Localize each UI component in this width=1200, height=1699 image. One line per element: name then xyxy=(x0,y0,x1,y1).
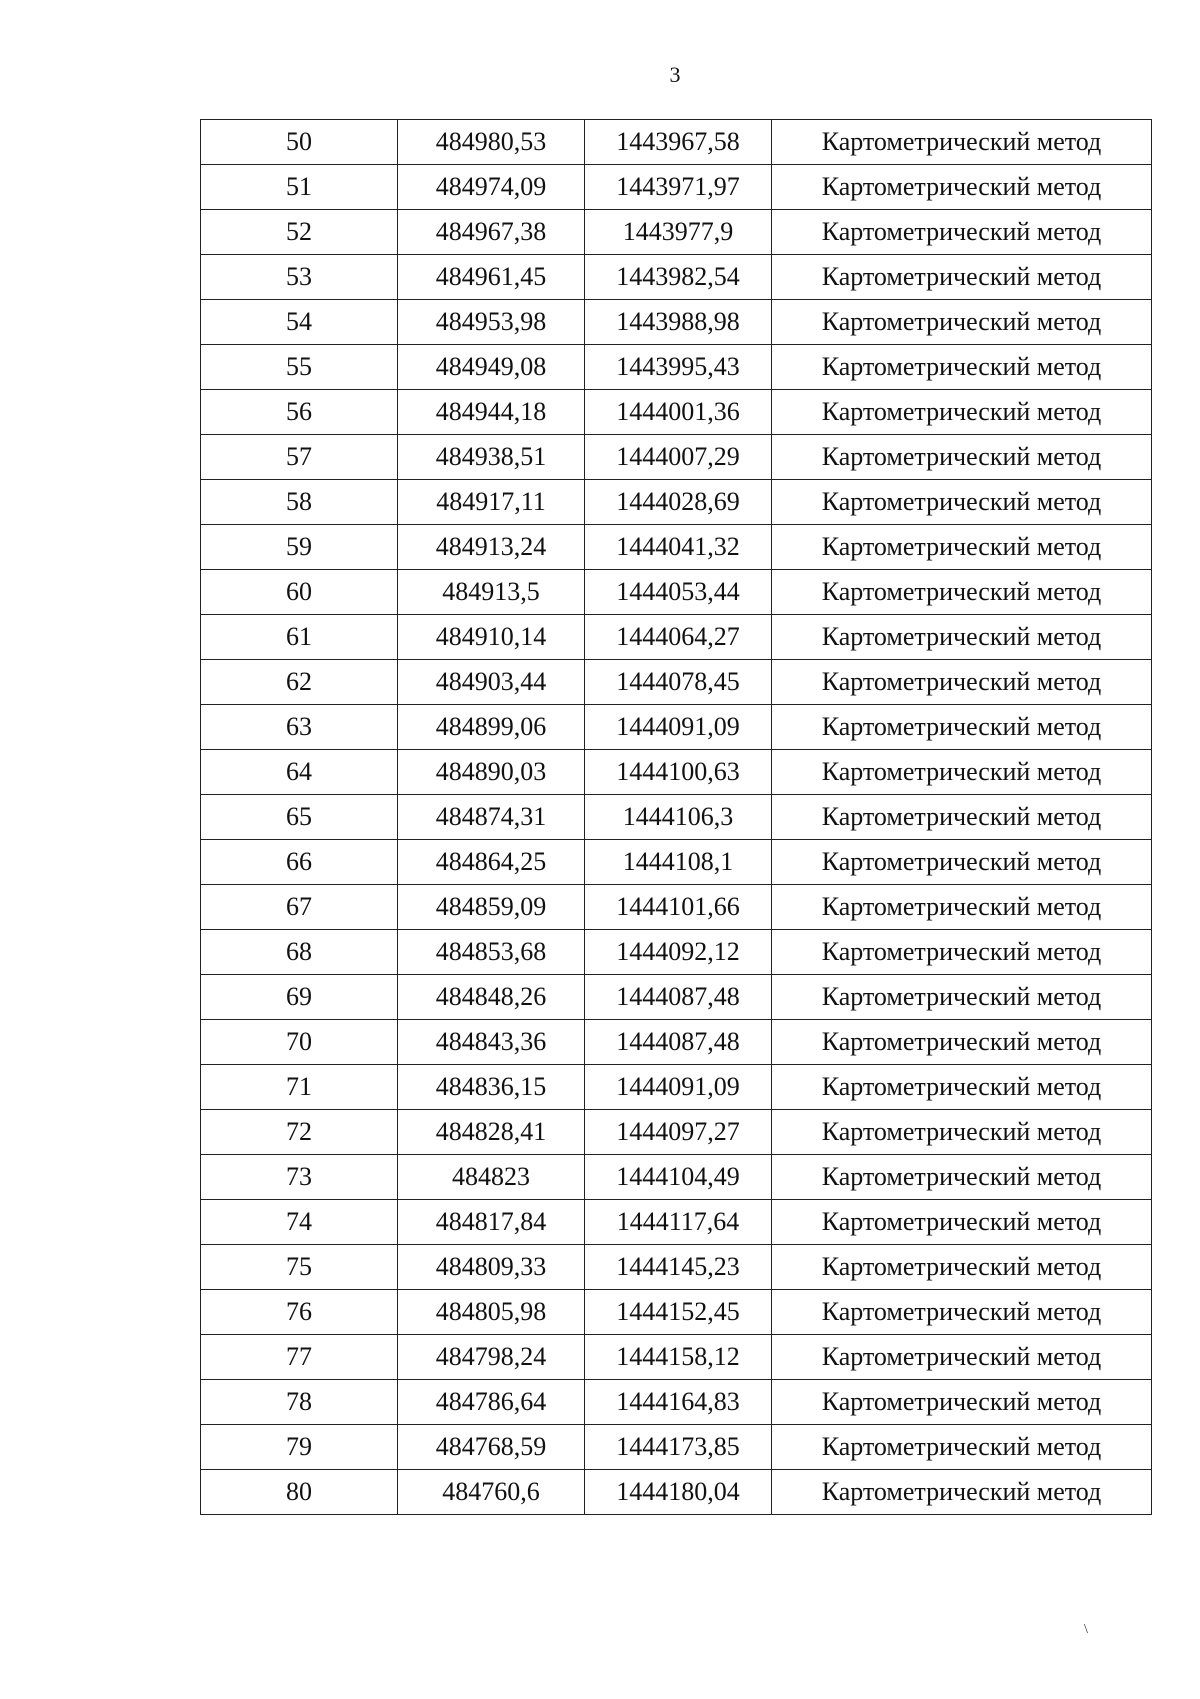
table-row xyxy=(201,120,1152,165)
method-cell: Картометрический метод xyxy=(772,1065,1152,1110)
y-coordinate-cell: 1443982,54 xyxy=(585,255,772,300)
method-cell: Картометрический метод xyxy=(772,165,1152,210)
y-coordinate-cell: 1444173,85 xyxy=(585,1425,772,1470)
y-coordinate-cell: 1444064,27 xyxy=(585,615,772,660)
x-coordinate-cell: 484980,53 xyxy=(398,120,585,165)
y-coordinate-cell: 1443977,9 xyxy=(585,210,772,255)
table-row xyxy=(201,570,1152,615)
point-number-cell: 78 xyxy=(201,1380,398,1425)
point-number-cell: 80 xyxy=(201,1470,398,1515)
method-cell: Картометрический метод xyxy=(772,120,1152,165)
y-coordinate-cell: 1444001,36 xyxy=(585,390,772,435)
point-number-cell: 59 xyxy=(201,525,398,570)
y-coordinate-cell: 1443995,43 xyxy=(585,345,772,390)
table-row xyxy=(201,300,1152,345)
method-cell: Картометрический метод xyxy=(772,1110,1152,1155)
x-coordinate-cell: 484848,26 xyxy=(398,975,585,1020)
table-row xyxy=(201,165,1152,210)
x-coordinate-cell: 484953,98 xyxy=(398,300,585,345)
method-cell: Картометрический метод xyxy=(772,750,1152,795)
point-number-cell: 57 xyxy=(201,435,398,480)
point-number-cell: 73 xyxy=(201,1155,398,1200)
point-number-cell: 58 xyxy=(201,480,398,525)
table-row xyxy=(201,210,1152,255)
y-coordinate-cell: 1444087,48 xyxy=(585,1020,772,1065)
method-cell: Картометрический метод xyxy=(772,840,1152,885)
x-coordinate-cell: 484817,84 xyxy=(398,1200,585,1245)
y-coordinate-cell: 1443971,97 xyxy=(585,165,772,210)
point-number-cell: 60 xyxy=(201,570,398,615)
y-coordinate-cell: 1444152,45 xyxy=(585,1290,772,1335)
y-coordinate-cell: 1444100,63 xyxy=(585,750,772,795)
x-coordinate-cell: 484768,59 xyxy=(398,1425,585,1470)
x-coordinate-cell: 484809,33 xyxy=(398,1245,585,1290)
table-row xyxy=(201,1470,1152,1515)
x-coordinate-cell: 484836,15 xyxy=(398,1065,585,1110)
method-cell: Картометрический метод xyxy=(772,1335,1152,1380)
y-coordinate-cell: 1444117,64 xyxy=(585,1200,772,1245)
table-row xyxy=(201,345,1152,390)
table-row xyxy=(201,1290,1152,1335)
table-row xyxy=(201,750,1152,795)
y-coordinate-cell: 1444092,12 xyxy=(585,930,772,975)
x-coordinate-cell: 484828,41 xyxy=(398,1110,585,1155)
method-cell: Картометрический метод xyxy=(772,480,1152,525)
point-number-cell: 64 xyxy=(201,750,398,795)
y-coordinate-cell: 1444158,12 xyxy=(585,1335,772,1380)
point-number-cell: 72 xyxy=(201,1110,398,1155)
point-number-cell: 53 xyxy=(201,255,398,300)
method-cell: Картометрический метод xyxy=(772,210,1152,255)
y-coordinate-cell: 1444078,45 xyxy=(585,660,772,705)
method-cell: Картометрический метод xyxy=(772,1245,1152,1290)
y-coordinate-cell: 1444106,3 xyxy=(585,795,772,840)
point-number-cell: 69 xyxy=(201,975,398,1020)
method-cell: Картометрический метод xyxy=(772,795,1152,840)
x-coordinate-cell: 484913,24 xyxy=(398,525,585,570)
x-coordinate-cell: 484967,38 xyxy=(398,210,585,255)
method-cell: Картометрический метод xyxy=(772,390,1152,435)
point-number-cell: 71 xyxy=(201,1065,398,1110)
method-cell: Картометрический метод xyxy=(772,525,1152,570)
x-coordinate-cell: 484899,06 xyxy=(398,705,585,750)
method-cell: Картометрический метод xyxy=(772,1155,1152,1200)
y-coordinate-cell: 1443967,58 xyxy=(585,120,772,165)
point-number-cell: 75 xyxy=(201,1245,398,1290)
point-number-cell: 62 xyxy=(201,660,398,705)
method-cell: Картометрический метод xyxy=(772,1380,1152,1425)
x-coordinate-cell: 484786,64 xyxy=(398,1380,585,1425)
method-cell: Картометрический метод xyxy=(772,1020,1152,1065)
y-coordinate-cell: 1444164,83 xyxy=(585,1380,772,1425)
x-coordinate-cell: 484823 xyxy=(398,1155,585,1200)
table-row xyxy=(201,660,1152,705)
x-coordinate-cell: 484843,36 xyxy=(398,1020,585,1065)
table-row xyxy=(201,1110,1152,1155)
method-cell: Картометрический метод xyxy=(772,255,1152,300)
x-coordinate-cell: 484890,03 xyxy=(398,750,585,795)
table-row xyxy=(201,1020,1152,1065)
method-cell: Картометрический метод xyxy=(772,300,1152,345)
x-coordinate-cell: 484859,09 xyxy=(398,885,585,930)
table-row xyxy=(201,840,1152,885)
y-coordinate-cell: 1444091,09 xyxy=(585,1065,772,1110)
point-number-cell: 66 xyxy=(201,840,398,885)
x-coordinate-cell: 484853,68 xyxy=(398,930,585,975)
method-cell: Картометрический метод xyxy=(772,1200,1152,1245)
x-coordinate-cell: 484798,24 xyxy=(398,1335,585,1380)
coordinates-table-body xyxy=(201,120,1152,1515)
x-coordinate-cell: 484874,31 xyxy=(398,795,585,840)
point-number-cell: 67 xyxy=(201,885,398,930)
table-row xyxy=(201,1245,1152,1290)
point-number-cell: 77 xyxy=(201,1335,398,1380)
y-coordinate-cell: 1444180,04 xyxy=(585,1470,772,1515)
point-number-cell: 79 xyxy=(201,1425,398,1470)
method-cell: Картометрический метод xyxy=(772,660,1152,705)
table-row xyxy=(201,930,1152,975)
table-row xyxy=(201,705,1152,750)
point-number-cell: 50 xyxy=(201,120,398,165)
point-number-cell: 61 xyxy=(201,615,398,660)
x-coordinate-cell: 484913,5 xyxy=(398,570,585,615)
point-number-cell: 76 xyxy=(201,1290,398,1335)
point-number-cell: 74 xyxy=(201,1200,398,1245)
table-row xyxy=(201,885,1152,930)
table-row xyxy=(201,390,1152,435)
point-number-cell: 70 xyxy=(201,1020,398,1065)
point-number-cell: 55 xyxy=(201,345,398,390)
y-coordinate-cell: 1444097,27 xyxy=(585,1110,772,1155)
x-coordinate-cell: 484917,11 xyxy=(398,480,585,525)
point-number-cell: 51 xyxy=(201,165,398,210)
y-coordinate-cell: 1444028,69 xyxy=(585,480,772,525)
table-row xyxy=(201,1335,1152,1380)
point-number-cell: 65 xyxy=(201,795,398,840)
table-row xyxy=(201,525,1152,570)
scan-mark: \ xyxy=(1084,1622,1088,1637)
table-row xyxy=(201,480,1152,525)
y-coordinate-cell: 1444091,09 xyxy=(585,705,772,750)
table-row xyxy=(201,615,1152,660)
method-cell: Картометрический метод xyxy=(772,345,1152,390)
coordinates-table xyxy=(200,119,1152,1515)
y-coordinate-cell: 1444053,44 xyxy=(585,570,772,615)
table-row xyxy=(201,1065,1152,1110)
x-coordinate-cell: 484760,6 xyxy=(398,1470,585,1515)
y-coordinate-cell: 1444101,66 xyxy=(585,885,772,930)
x-coordinate-cell: 484938,51 xyxy=(398,435,585,480)
method-cell: Картометрический метод xyxy=(772,930,1152,975)
method-cell: Картометрический метод xyxy=(772,570,1152,615)
table-row xyxy=(201,1200,1152,1245)
method-cell: Картометрический метод xyxy=(772,615,1152,660)
method-cell: Картометрический метод xyxy=(772,435,1152,480)
table-row xyxy=(201,795,1152,840)
y-coordinate-cell: 1444104,49 xyxy=(585,1155,772,1200)
table-row xyxy=(201,1380,1152,1425)
y-coordinate-cell: 1444087,48 xyxy=(585,975,772,1020)
method-cell: Картометрический метод xyxy=(772,705,1152,750)
y-coordinate-cell: 1444145,23 xyxy=(585,1245,772,1290)
x-coordinate-cell: 484910,14 xyxy=(398,615,585,660)
point-number-cell: 63 xyxy=(201,705,398,750)
x-coordinate-cell: 484944,18 xyxy=(398,390,585,435)
method-cell: Картометрический метод xyxy=(772,1425,1152,1470)
x-coordinate-cell: 484974,09 xyxy=(398,165,585,210)
page-number: 3 xyxy=(669,62,681,87)
x-coordinate-cell: 484961,45 xyxy=(398,255,585,300)
point-number-cell: 56 xyxy=(201,390,398,435)
method-cell: Картометрический метод xyxy=(772,1470,1152,1515)
table-row xyxy=(201,975,1152,1020)
method-cell: Картометрический метод xyxy=(772,885,1152,930)
table-row xyxy=(201,255,1152,300)
y-coordinate-cell: 1444041,32 xyxy=(585,525,772,570)
x-coordinate-cell: 484949,08 xyxy=(398,345,585,390)
x-coordinate-cell: 484903,44 xyxy=(398,660,585,705)
x-coordinate-cell: 484805,98 xyxy=(398,1290,585,1335)
y-coordinate-cell: 1443988,98 xyxy=(585,300,772,345)
y-coordinate-cell: 1444007,29 xyxy=(585,435,772,480)
table-row xyxy=(201,1155,1152,1200)
table-row xyxy=(201,435,1152,480)
method-cell: Картометрический метод xyxy=(772,975,1152,1020)
point-number-cell: 54 xyxy=(201,300,398,345)
point-number-cell: 68 xyxy=(201,930,398,975)
x-coordinate-cell: 484864,25 xyxy=(398,840,585,885)
table-row xyxy=(201,1425,1152,1470)
y-coordinate-cell: 1444108,1 xyxy=(585,840,772,885)
method-cell: Картометрический метод xyxy=(772,1290,1152,1335)
point-number-cell: 52 xyxy=(201,210,398,255)
